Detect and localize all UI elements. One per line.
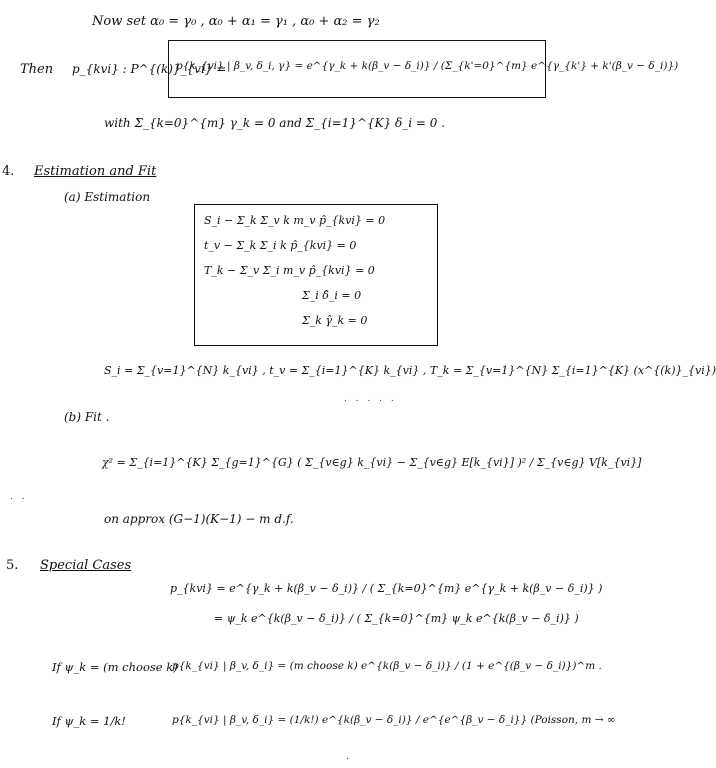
degrees-of-freedom-line — [104, 512, 294, 526]
section-5-title-text: Special Cases — [40, 558, 132, 573]
case-binomial-expr — [172, 660, 602, 672]
subsection-a-text: (a) Estimation — [64, 190, 151, 204]
subsection-b-text: (b) Fit . — [64, 410, 110, 424]
estimation-eq-5 — [302, 314, 367, 327]
subsection-a-label — [64, 190, 150, 204]
case-poisson-expr — [172, 714, 616, 726]
section-5-number-text: 5. — [6, 558, 19, 573]
estimation-eq-2-text: t_v − Σ_k Σ_i k p̂_{kvi} = 0 — [204, 239, 357, 252]
subsection-b-label — [64, 410, 109, 424]
boxed-expr-text: p{k_{vi} | β_v, δ_i, γ} = e^{γ_k + k(β_v − δ_i)} / (Σ_{k'=0}^{m} e^{γ_{k'} + k'(β_v − δ_i)}) — [176, 60, 679, 72]
section-4-number — [2, 164, 14, 179]
chi-line-text: χ² = Σ_{i=1}^{K} Σ_{g=1}^{G} ( Σ_{v∈g} k_{vi} − Σ_{v∈g} E[k_{vi}] )² / Σ_{v∈g} V[k_{vi}] — [102, 456, 642, 469]
special-line-1-text: p_{kvi} = e^{γ_k + k(β_v − δ_i)} / ( Σ_{k=0}^{m} e^{γ_k + k(β_v − δ_i)} ) — [170, 582, 603, 595]
sufficient-statistics-line — [104, 364, 716, 377]
dotted-mark: . . . . . — [344, 394, 397, 404]
special-line-2-text: = ψ_k e^{k(β_v − δ_i)} / ( Σ_{k=0}^{m} ψ_k e^{k(β_v − δ_i)} ) — [214, 612, 579, 625]
special-case-general-line-1 — [170, 582, 602, 595]
bottom-dot: . — [346, 752, 352, 762]
estimation-eq-2 — [204, 239, 356, 252]
case-poisson-condition — [52, 714, 126, 728]
section-4-title — [34, 164, 156, 179]
case1-if-text: If ψ_k = (m choose k) — [52, 660, 178, 674]
section-5-title — [40, 558, 131, 573]
estimation-eq-1 — [204, 214, 385, 227]
section-5-number — [6, 558, 18, 573]
section-4-number-text: 4. — [2, 164, 15, 179]
p-lhs-text: p_{kvi} : P^{(k)}_{vi} = — [72, 62, 227, 76]
with-constraints-line — [104, 116, 445, 130]
then-label — [20, 62, 53, 77]
special-case-general-line-2 — [214, 612, 579, 625]
estimation-eq-4 — [302, 289, 361, 302]
case2-expr-text: p{k_{vi} | β_v, δ_i} = (1/k!) e^{k(β_v − δ_i)} / e^{e^{β_v − δ_i}} (Poisson, m → ∞ — [172, 714, 616, 726]
estimation-eq-3-text: T_k − Σ_v Σ_i m_v p̂_{kvi} = 0 — [204, 264, 375, 277]
estimation-eq-1-text: S_i − Σ_k Σ_v k m_v p̂_{kvi} = 0 — [204, 214, 386, 227]
boxed-probability-expr — [176, 60, 678, 72]
case2-if-text: If ψ_k = 1/k! — [52, 714, 126, 728]
df-line-text: on approx (G−1)(K−1) − m d.f. — [104, 512, 294, 526]
chi-square-formula — [102, 456, 641, 469]
then-label-text: Then — [20, 62, 54, 77]
stats-line-text: S_i = Σ_{v=1}^{N} k_{vi} , t_v = Σ_{i=1}^{K} k_{vi} , T_k = Σ_{v=1}^{N} Σ_{i=1}^{K} (x^{(k)}_{vi}) — [104, 364, 716, 377]
estimation-eq-4-text: Σ_i δ̂_i = 0 — [302, 289, 362, 302]
case1-expr-text: p{k_{vi} | β_v, δ_i} = (m choose k) e^{k(β_v − δ_i)} / (1 + e^{(β_v − δ_i)})^m . — [172, 660, 602, 672]
case-binomial-condition — [52, 660, 178, 674]
estimation-eq-3 — [204, 264, 375, 277]
section-4-title-text: Estimation and Fit — [34, 164, 157, 179]
with-line-text: with Σ_{k=0}^{m} γ_k = 0 and Σ_{i=1}^{K} δ_i = 0 . — [104, 116, 446, 130]
now-set-line — [92, 14, 380, 29]
estimation-eq-5-text: Σ_k γ̂_k = 0 — [302, 314, 368, 327]
now-set-text: Now set α₀ = γ₀ , α₀ + α₁ = γ₁ , α₀ + α₂ = γ₂ — [92, 14, 380, 29]
margin-dots: . . — [10, 492, 28, 502]
